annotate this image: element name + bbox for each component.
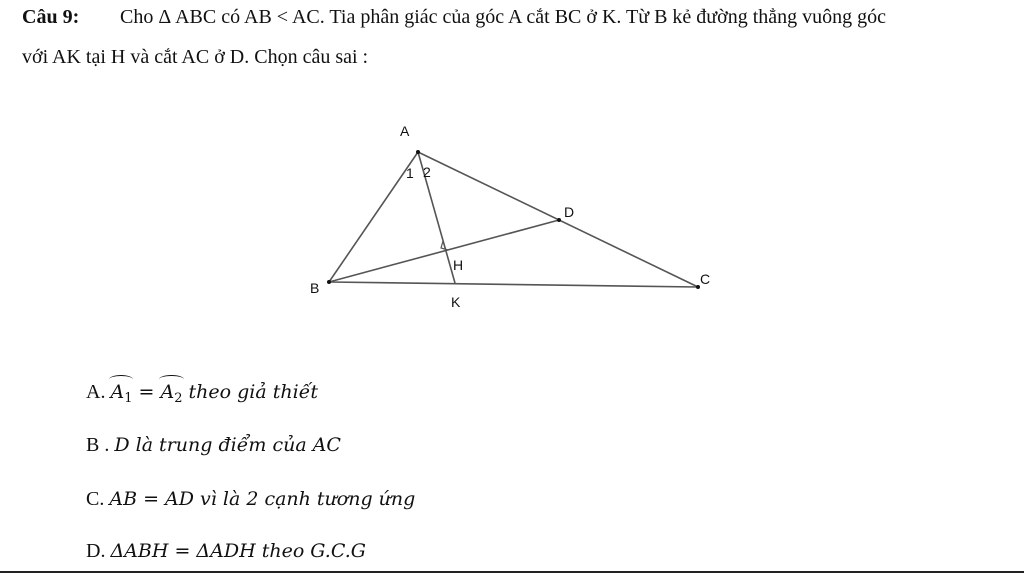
segment-bc (329, 282, 698, 287)
answer-d[interactable] (86, 540, 366, 563)
triangle-figure (300, 115, 730, 320)
label-d: D (564, 204, 575, 220)
answer-d-letter: D. (86, 540, 106, 562)
answer-b[interactable] (86, 434, 341, 457)
question-label: Câu 9: (22, 6, 80, 28)
answer-c-letter: C. (86, 488, 105, 510)
question-text-line-2: với AK tại H và cắt AC ở D. Chọn câu sai : (22, 46, 369, 68)
label-h: H (453, 257, 464, 273)
answer-b-letter: B . (86, 434, 110, 456)
segment-ab (329, 152, 418, 282)
point-a (416, 150, 420, 154)
angle-a2-base: A (160, 381, 175, 403)
answer-d-text: ΔABH = ΔADH theo G.C.G (110, 540, 366, 562)
point-d (557, 218, 561, 222)
answer-a-formula (110, 381, 319, 406)
answer-b-text: D là trung điểm của AC (114, 434, 341, 456)
angle-a1-base: A (110, 381, 125, 403)
answer-a[interactable] (86, 377, 318, 406)
equals-sign: = (138, 381, 155, 403)
answer-a-text: theo giả thiết (188, 381, 319, 403)
segment-bd (329, 220, 559, 282)
label-angle-2: 2 (423, 164, 431, 180)
angle-a1-sub: 1 (124, 391, 133, 406)
point-b (327, 280, 331, 284)
label-a: A (400, 123, 410, 139)
angle-a2-sub: 2 (174, 391, 183, 406)
question-text-line-1: Cho Δ ABC có AB < AC. Tia phân giác của góc A cắt BC ở K. Từ B kẻ đường thẳng vuông góc (120, 6, 887, 28)
label-angle-1: 1 (406, 165, 414, 181)
answer-a-letter: A. (86, 381, 106, 403)
answer-c-text: AB = AD vì là 2 cạnh tương ứng (109, 488, 416, 510)
label-c: C (700, 271, 711, 287)
label-k: K (451, 294, 461, 310)
answer-c[interactable] (86, 488, 415, 511)
label-b: B (310, 280, 320, 296)
